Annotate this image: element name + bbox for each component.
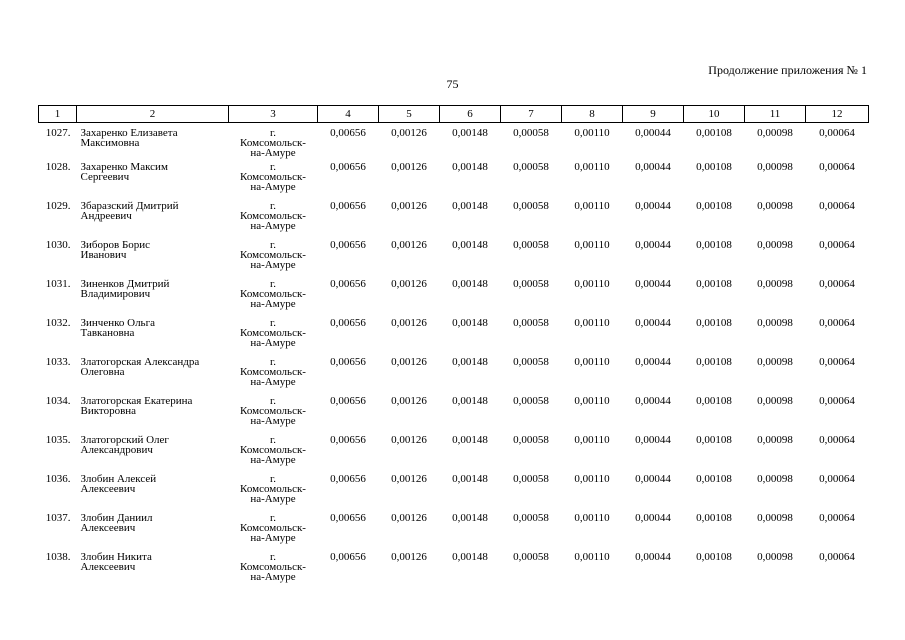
city-line: на-Амуре	[250, 454, 296, 466]
row-number: 1030.	[45, 239, 71, 251]
appendix-note: Продолжение приложения № 1	[708, 63, 867, 77]
coefficient-value: 0,00656	[330, 473, 366, 485]
coefficient-value: 0,00110	[574, 356, 610, 368]
person-name-line: Зиборов Борис	[80, 239, 151, 251]
coefficient-value: 0,00058	[513, 161, 549, 173]
coefficient-value: 0,00044	[635, 551, 671, 563]
city-line: на-Амуре	[250, 181, 296, 193]
coefficient-value: 0,00148	[452, 317, 488, 329]
person-name-line: Алексеевич	[80, 522, 136, 534]
person-name-line: Сергеевич	[80, 171, 130, 183]
city-line: Комсомольск-	[240, 137, 306, 149]
coefficient-value: 0,00110	[574, 551, 610, 563]
coefficient-value: 0,00108	[696, 395, 732, 407]
person-name-line: Захаренко Елизавета	[80, 127, 178, 139]
person-name	[77, 123, 229, 163]
row-number: 1033.	[45, 356, 71, 368]
coefficient-value: 0,00110	[574, 239, 610, 251]
row-number: 1029.	[45, 200, 71, 212]
person-name-line: Златогорская Екатерина	[80, 395, 193, 407]
coefficient-value: 0,00108	[696, 127, 732, 139]
city-line: г.	[269, 317, 277, 329]
table-row	[39, 474, 869, 513]
coefficient-value: 0,00108	[696, 239, 732, 251]
person-name	[77, 162, 229, 201]
city	[229, 201, 318, 240]
coefficient-value: 0,00148	[452, 239, 488, 251]
coefficient-value: 0,00126	[391, 317, 427, 329]
column-header: 8	[562, 106, 623, 123]
coefficient-value: 0,00098	[757, 161, 793, 173]
column-header: 1	[39, 106, 77, 123]
coefficient-value: 0,00108	[696, 434, 732, 446]
person-name-line: Алексеевич	[80, 561, 136, 573]
coefficient-value: 0,00656	[330, 239, 366, 251]
coefficient-value: 0,00148	[452, 512, 488, 524]
person-name	[77, 357, 229, 396]
coefficient-value: 0,00098	[757, 434, 793, 446]
row-number: 1035.	[45, 434, 71, 446]
table-body	[39, 123, 869, 592]
coefficient-value: 0,00058	[513, 473, 549, 485]
person-name-line: Зиненков Дмитрий	[80, 278, 170, 290]
table-row	[39, 318, 869, 357]
coefficient-value: 0,00098	[757, 127, 793, 139]
person-name-line: Андреевич	[80, 210, 132, 222]
coefficient-value: 0,00126	[391, 278, 427, 290]
coefficient-value: 0,00148	[452, 200, 488, 212]
table-row	[39, 279, 869, 318]
row-number: 1037.	[45, 512, 71, 524]
city	[229, 396, 318, 435]
person-name	[77, 474, 229, 513]
coefficient-value: 0,00064	[819, 200, 855, 212]
coefficient-value: 0,00108	[696, 317, 732, 329]
coefficient-value: 0,00064	[819, 127, 855, 139]
coefficient-value: 0,00656	[330, 127, 366, 139]
coefficient-value: 0,00126	[391, 200, 427, 212]
coefficient-value: 0,00064	[819, 356, 855, 368]
table-row	[39, 201, 869, 240]
coefficient-value: 0,00044	[635, 200, 671, 212]
coefficient-value: 0,00064	[819, 317, 855, 329]
table-row	[39, 396, 869, 435]
city-line: г.	[269, 356, 277, 368]
person-name-line: Олеговна	[80, 366, 125, 378]
person-name-line: Златогорская Александра	[80, 356, 200, 368]
person-name-line: Иванович	[80, 249, 127, 261]
city-line: Комсомольск-	[240, 444, 306, 456]
city-line: г.	[269, 434, 277, 446]
coefficient-value: 0,00110	[574, 512, 610, 524]
coefficient-value: 0,00064	[819, 434, 855, 446]
table-row	[39, 123, 869, 163]
city-line: г.	[269, 473, 277, 485]
city	[229, 357, 318, 396]
city-line: г.	[269, 395, 277, 407]
city-line: на-Амуре	[250, 376, 296, 388]
table-row	[39, 552, 869, 591]
coefficient-value: 0,00110	[574, 278, 610, 290]
coefficient-value: 0,00656	[330, 200, 366, 212]
column-header: 12	[806, 106, 869, 123]
person-name-line: Викторовна	[80, 405, 137, 417]
city-line: г.	[269, 200, 277, 212]
coefficient-value: 0,00098	[757, 551, 793, 563]
coefficient-value: 0,00058	[513, 551, 549, 563]
coefficient-value: 0,00126	[391, 127, 427, 139]
coefficient-value: 0,00058	[513, 395, 549, 407]
coefficient-value: 0,00098	[757, 395, 793, 407]
person-name-line: Златогорский Олег	[80, 434, 169, 446]
city-line: Комсомольск-	[240, 327, 306, 339]
coefficient-value: 0,00108	[696, 278, 732, 290]
person-name-line: Максимовна	[80, 137, 140, 149]
coefficient-value: 0,00044	[635, 434, 671, 446]
coefficient-value: 0,00148	[452, 127, 488, 139]
column-header: 10	[684, 106, 745, 123]
coefficient-value: 0,00098	[757, 317, 793, 329]
coefficient-value: 0,00098	[757, 512, 793, 524]
coefficient-value: 0,00110	[574, 434, 610, 446]
coefficient-value: 0,00058	[513, 127, 549, 139]
coefficient-value: 0,00058	[513, 356, 549, 368]
coefficient-value: 0,00098	[757, 200, 793, 212]
coefficient-value: 0,00044	[635, 473, 671, 485]
city-line: Комсомольск-	[240, 522, 306, 534]
table-row	[39, 357, 869, 396]
coefficient-value: 0,00126	[391, 551, 427, 563]
person-name-line: Злобин Никита	[80, 551, 152, 563]
column-header: 2	[77, 106, 229, 123]
data-table	[38, 105, 869, 591]
city	[229, 123, 318, 163]
city-line: г.	[269, 239, 277, 251]
table-row	[39, 240, 869, 279]
coefficient-value: 0,00110	[574, 473, 610, 485]
person-name-line: Зинченко Ольга	[80, 317, 155, 329]
city	[229, 162, 318, 201]
coefficient-value: 0,00098	[757, 473, 793, 485]
person-name-line: Злобин Даниил	[80, 512, 153, 524]
table-row	[39, 513, 869, 552]
row-number: 1038.	[45, 551, 71, 563]
coefficient-value: 0,00656	[330, 551, 366, 563]
city-line: на-Амуре	[250, 532, 296, 544]
person-name-line: Злобин Алексей	[80, 473, 157, 485]
city-line: г.	[269, 278, 277, 290]
column-header: 11	[745, 106, 806, 123]
city-line: Комсомольск-	[240, 561, 306, 573]
coefficient-value: 0,00044	[635, 127, 671, 139]
page-number: 75	[446, 77, 459, 91]
city-line: Комсомольск-	[240, 483, 306, 495]
coefficient-value: 0,00058	[513, 512, 549, 524]
column-header: 4	[318, 106, 379, 123]
city-line: Комсомольск-	[240, 366, 306, 378]
person-name	[77, 201, 229, 240]
row-number: 1036.	[45, 473, 71, 485]
coefficient-value: 0,00148	[452, 434, 488, 446]
person-name	[77, 318, 229, 357]
coefficient-value: 0,00148	[452, 278, 488, 290]
header-row	[39, 106, 869, 123]
coefficient-value: 0,00108	[696, 512, 732, 524]
person-name-line: Збаразский Дмитрий	[80, 200, 179, 212]
city	[229, 240, 318, 279]
coefficient-value: 0,00108	[696, 551, 732, 563]
coefficient-value: 0,00110	[574, 395, 610, 407]
table-row	[39, 435, 869, 474]
person-name-line: Тавкановна	[80, 327, 135, 339]
row-number: 1032.	[45, 317, 71, 329]
coefficient-value: 0,00098	[757, 356, 793, 368]
coefficient-value: 0,00058	[513, 278, 549, 290]
column-header: 3	[229, 106, 318, 123]
coefficient-value: 0,00656	[330, 395, 366, 407]
city-line: Комсомольск-	[240, 288, 306, 300]
city-line: г.	[269, 512, 277, 524]
coefficient-value: 0,00064	[819, 551, 855, 563]
coefficient-value: 0,00108	[696, 200, 732, 212]
coefficient-value: 0,00148	[452, 551, 488, 563]
city-line: г.	[269, 551, 277, 563]
coefficient-value: 0,00044	[635, 161, 671, 173]
coefficient-value: 0,00098	[757, 278, 793, 290]
city-line: г.	[269, 127, 277, 139]
coefficient-value: 0,00148	[452, 395, 488, 407]
coefficient-value: 0,00058	[513, 200, 549, 212]
coefficient-value: 0,00044	[635, 317, 671, 329]
coefficient-value: 0,00656	[330, 161, 366, 173]
table-row	[39, 162, 869, 201]
coefficient-value: 0,00064	[819, 512, 855, 524]
city	[229, 513, 318, 552]
coefficient-value: 0,00656	[330, 317, 366, 329]
coefficient-value: 0,00110	[574, 317, 610, 329]
person-name-line: Захаренко Максим	[80, 161, 168, 173]
city-line: на-Амуре	[250, 337, 296, 349]
row-number: 1031.	[45, 278, 71, 290]
coefficient-value: 0,00044	[635, 239, 671, 251]
city	[229, 474, 318, 513]
city-line: на-Амуре	[250, 298, 296, 310]
coefficient-value: 0,00126	[391, 161, 427, 173]
city	[229, 279, 318, 318]
coefficient-value: 0,00098	[757, 239, 793, 251]
coefficient-value: 0,00044	[635, 356, 671, 368]
coefficient-value: 0,00110	[574, 200, 610, 212]
coefficient-value: 0,00656	[330, 434, 366, 446]
coefficient-value: 0,00058	[513, 239, 549, 251]
coefficient-value: 0,00064	[819, 239, 855, 251]
column-header: 5	[379, 106, 440, 123]
coefficient-value: 0,00110	[574, 127, 610, 139]
row-number: 1028.	[45, 161, 71, 173]
city-line: на-Амуре	[250, 571, 296, 583]
table-header	[39, 106, 869, 123]
city-line: Комсомольск-	[240, 249, 306, 261]
city-line: Комсомольск-	[240, 405, 306, 417]
city-line: на-Амуре	[250, 415, 296, 427]
person-name	[77, 396, 229, 435]
coefficient-value: 0,00044	[635, 395, 671, 407]
city	[229, 435, 318, 474]
coefficient-value: 0,00656	[330, 278, 366, 290]
city	[229, 318, 318, 357]
city-line: на-Амуре	[250, 220, 296, 232]
person-name	[77, 240, 229, 279]
person-name	[77, 552, 229, 591]
coefficient-value: 0,00044	[635, 512, 671, 524]
coefficient-value: 0,00656	[330, 356, 366, 368]
city-line: г.	[269, 161, 277, 173]
coefficient-value: 0,00058	[513, 434, 549, 446]
column-header: 6	[440, 106, 501, 123]
person-name-line: Владимирович	[80, 288, 151, 300]
coefficient-value: 0,00148	[452, 356, 488, 368]
column-header: 7	[501, 106, 562, 123]
coefficient-value: 0,00126	[391, 512, 427, 524]
column-header: 9	[623, 106, 684, 123]
city-line: Комсомольск-	[240, 210, 306, 222]
coefficient-value: 0,00064	[819, 473, 855, 485]
person-name	[77, 279, 229, 318]
coefficient-value: 0,00148	[452, 161, 488, 173]
city-line: на-Амуре	[250, 259, 296, 271]
city-line: Комсомольск-	[240, 171, 306, 183]
coefficient-value: 0,00126	[391, 239, 427, 251]
coefficient-value: 0,00064	[819, 278, 855, 290]
coefficient-value: 0,00064	[819, 395, 855, 407]
coefficient-value: 0,00108	[696, 356, 732, 368]
coefficient-value: 0,00126	[391, 356, 427, 368]
city-line: на-Амуре	[250, 493, 296, 505]
coefficient-value: 0,00126	[391, 434, 427, 446]
person-name	[77, 513, 229, 552]
coefficient-value: 0,00108	[696, 473, 732, 485]
coefficient-value: 0,00058	[513, 317, 549, 329]
person-name	[77, 435, 229, 474]
city-line: на-Амуре	[250, 147, 296, 159]
coefficient-value: 0,00110	[574, 161, 610, 173]
coefficient-value: 0,00126	[391, 473, 427, 485]
coefficient-value: 0,00108	[696, 161, 732, 173]
city	[229, 552, 318, 591]
coefficient-value: 0,00656	[330, 512, 366, 524]
person-name-line: Алексеевич	[80, 483, 136, 495]
coefficient-value: 0,00126	[391, 395, 427, 407]
person-name-line: Александрович	[80, 444, 153, 456]
row-number: 1027.	[45, 127, 71, 139]
row-number: 1034.	[45, 395, 71, 407]
coefficient-value: 0,00044	[635, 278, 671, 290]
coefficient-value: 0,00148	[452, 473, 488, 485]
coefficient-value: 0,00064	[819, 161, 855, 173]
